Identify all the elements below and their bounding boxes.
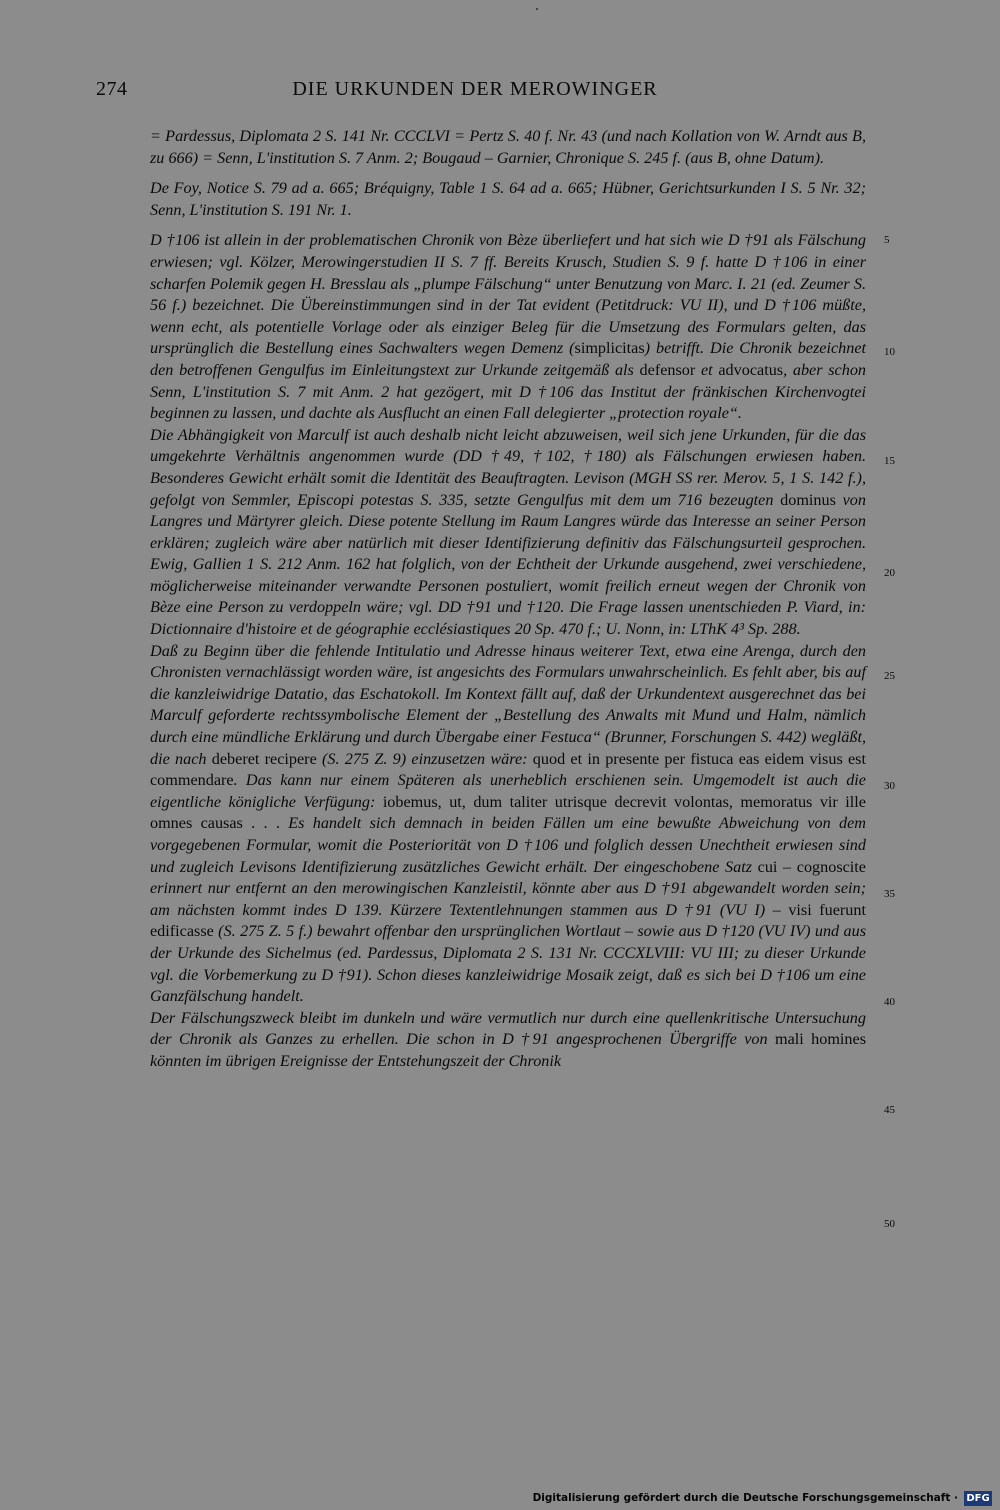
text-run: erinnert nur entfernt an den merowingischen Kanzleistil, könnte aber aus D †91 abgewandelt worden sein; am nächsten kommt indes D 139. Kürzere Textentlehnungen stammen aus D †91 (VU I) – [150,879,866,919]
commentary-paragraph [150,1008,866,1073]
regesta-paragraph [150,178,866,221]
latin-quotation: advocatus [718,360,784,379]
text-run: et [695,360,719,379]
line-number: 10 [884,346,895,358]
line-number: 20 [884,567,895,579]
commentary-paragraph [150,425,866,641]
line-number: 50 [884,1218,895,1230]
text-run: ) betrifft. Die Chronik bezeichnet den betroffenen Gengulfus im Einleitungstext zur Urkunde zeitgemäß als [150,339,867,379]
line-number: 30 [884,780,895,792]
line-number: 40 [884,996,895,1008]
latin-quotation: simplicitas [574,339,645,358]
footer [0,1488,1000,1510]
line-number: 15 [884,455,895,467]
latin-quotation: dominus [780,490,836,509]
scan-speck [536,8,538,10]
latin-quotation: visi fuerunt edificasse [150,900,866,941]
text-run: = Pardessus, Diplomata 2 S. 141 Nr. CCCLVI = Pertz S. 40 f. Nr. 43 (und nach Kollation von W. Arndt aus B, zu 666) = Senn, L'institution S. 7 Anm. 2; Bougaud – Garnier, Chronique S. 245 f. (aus B, ohne Datum). [150,127,866,167]
line-number: 5 [884,234,890,246]
funding-credit: Digitalisierung gefördert durch die Deutsche Forschungsgemeinschaft · [532,1492,958,1504]
commentary-body [150,126,866,1073]
latin-quotation: cui – cognoscite [757,857,866,876]
latin-quotation: quod et in presente per fistuca eas eidem visus est commendare [150,749,866,790]
text-run: D †106 ist allein in der problematischen Chronik von Bèze überliefert und hat sich wie D †91 als Fälschung erwiesen; vgl. Kölzer, Merowingerstudien II S. 7 ff. Bereits Krusch, Studien S. 9 f. hatte D †106 in einer scharfen Polemik gegen H. Bresslau als „plumpe Fälschung“ unter Benutzung von Marc. I. 21 (ed. Zeumer S. 56 f.) bezeichnet. Die Übereinstimmungen sind in der Tat evident (Petitdruck: VU II), und D †106 müßte, wenn echt, als potentielle Vorlage oder als einziger Beleg für die Umsetzung des Formulars gelten, das ursprünglich die Bestellung eines Sachwalters wegen Demenz ( [150,231,866,358]
dfg-logo: DFG [964,1491,992,1506]
line-number: 35 [884,888,895,900]
latin-quotation: deberet recipere [211,749,317,768]
latin-quotation: mali homines [774,1030,867,1049]
text-run: Daß zu Beginn über die fehlende Intitulatio und Adresse hinaus weiterer Text, etwa eine Arenga, durch den Chronisten vernachlässigt worden wäre, ist angesichts des Formulars unwahrscheinlich. Es fehlt aber, bis auf die kanzleiwidrige Datatio, das Eschatokoll. Im Kontext fällt auf, daß der Urkundentext ausgerechnet das bei Marculf geforderte rechtssymbolische Element der „Bestellung des Anwalts mit Mund und Halm, nämlich durch eine mündliche Erklärung und durch Übergabe einer Festuca“ (Brunner, Forschungen S. 442) wegläßt, die nach [150,641,866,768]
sources-paragraph [150,126,866,169]
text-run: Es handelt sich demnach in beiden Fällen um eine bewußte Abweichung von dem vorgegebenen Formular, womit die Posteriorität von D †106 und folglich dessen Unechtheit erwiesen sind und zugleich Levisons Identifizierung zusätzliches Gewicht erhält. Der eingeschobene Satz [150,814,866,876]
text-run: (S. 275 Z. 5 f.) bewahrt offenbar den ursprünglichen Wortlaut – sowie aus D †120 (VU IV) und aus der Urkunde des Sichelmus (ed. Pardessus, Diplomata 2 S. 131 Nr. CCCXLVIII: VU III; zu dieser Urkunde vgl. die Vorbemerkung zu D †91). Schon dieses kanzleiwidrige Mosaik zeigt, daß es sich bei D †106 um eine Ganzfälschung handelt. [150,922,866,1006]
text-run: Die Abhängigkeit von Marculf ist auch deshalb nicht leicht abzuweisen, weil sich jene Urkunden, für die das umgekehrte Verhältnis angenommen wurde (DD †49, †102, †180) als Fälschungen erwiesen haben. Besonderes Gewicht erhält somit die Identität des Beauftragten. Levison (MGH SS rer. Merov. 5, 1 S. 142 f.), gefolgt von Semmler, Episcopi potestas S. 335, setzte Gengulfus mit dem um 716 bezeugten [150,425,866,509]
text-run: von Langres und Märtyrer gleich. Diese potente Stellung im Raum Langres würde das Interesse an seiner Person erklären; zugleich wäre aber natürlich mit dieser Identifizierung definitiv das Fälschungsurteil gesprochen. Ewig, Gallien 1 S. 212 Anm. 162 hat folglich, von der Echtheit der Urkunde ausgehend, zwei verschiedene, möglicherweise miteinander verwandte Personen postuliert, womit freilich erneut wegen der Chronik von Bèze eine Person zu verdoppeln wäre; vgl. DD †91 und †120. Die Frage lassen unentschieden P. Viard, in: Dictionnaire d'histoire et de géographie ecclésiastiques 20 Sp. 470 f.; U. Nonn, in: LThK 4³ Sp. 288. [150,490,866,639]
text-run: . Das kann nur einem Späteren als unerheblich erschienen sein. Umgemodelt ist auch die eigentliche königliche Verfügung: [150,771,866,811]
text-run: , aber schon Senn, L'institution S. 7 mit Anm. 2 hat gezögert, mit D †106 das Institut der fränkischen Kirchenvogtei beginnen zu lassen, und dachte als Ausflucht an einen Fall delegierter „protection royale“. [150,360,867,423]
line-number: 25 [884,670,895,682]
commentary-paragraph [150,641,866,1008]
text-run: De Foy, Notice S. 79 ad a. 665; Bréquigny, Table 1 S. 64 ad a. 665; Hübner, Gerichtsurkunden I S. 5 Nr. 32; Senn, L'institution S. 191 Nr. 1. [150,179,866,219]
text-run: könnten im übrigen Ereignisse der Entstehungszeit der Chronik [150,1051,562,1070]
page-number: 274 [96,78,128,100]
text-run: Der Fälschungszweck bleibt im dunkeln und wäre vermutlich nur durch eine quellenkritische Untersuchung der Chronik als Ganzes zu erhellen. Die schon in D †91 angesprochenen Übergriffe von [150,1008,866,1049]
commentary-paragraph [150,230,866,424]
latin-quotation: defensor [639,360,696,379]
latin-quotation: iobemus, ut, dum taliter utrisque decrevit volontas, memoratus vir ille omnes causas . . . [150,792,866,833]
running-head: DIE URKUNDEN DER MEROWINGER [292,78,658,100]
line-number: 45 [884,1104,895,1116]
text-run: (S. 275 Z. 9) einzusetzen wäre: [316,749,533,768]
